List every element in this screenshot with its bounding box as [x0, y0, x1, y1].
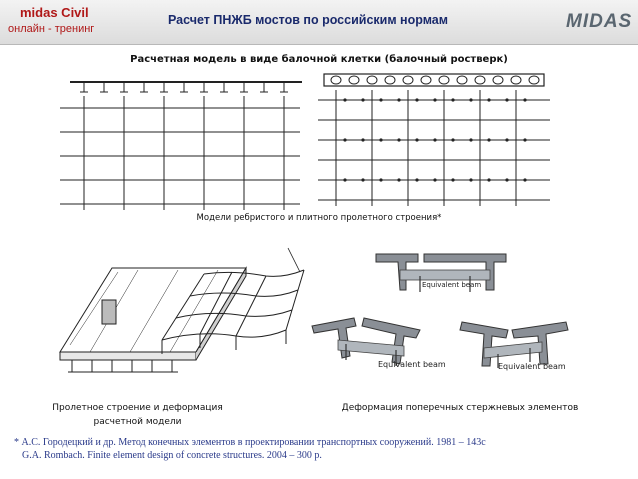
- caption-span-models: Модели ребристого и плитного пролетного строения*: [196, 213, 442, 223]
- equivalent-beam-sections: [312, 254, 568, 368]
- section-subtitle: Расчетная модель в виде балочной клетки (балочный ростверк): [130, 54, 508, 65]
- reference-1: * А.С. Городецкий и др. Метод конечных элементов в проектировании транспортных сооружений. 1981 – 143с: [14, 437, 486, 448]
- equivalent-beam-label-3: Equivalent beam: [498, 362, 566, 371]
- references: [14, 436, 486, 462]
- slide-title: Расчет ПНЖБ мостов по российским нормам: [168, 13, 448, 27]
- ribbed-grid-diagram: [60, 82, 302, 210]
- midas-logo: MIDAS: [566, 11, 633, 32]
- equivalent-beam-label-1: Equivalent beam: [422, 281, 482, 289]
- bridge-span-drawing: [60, 268, 246, 372]
- caption-span-deformation: Пролетное строение и деформация расчетной модели: [52, 403, 223, 427]
- deformed-grid-drawing: [162, 248, 304, 354]
- reference-2: G.A. Rombach. Finite element design of concrete structures. 2004 – 300 р.: [22, 450, 322, 461]
- equivalent-beam-label-2: Equivalent beam: [378, 360, 446, 369]
- caption-cross-deformation: Деформация поперечных стержневых элементов: [341, 403, 579, 413]
- brand-tagline: онлайн - тренинг: [8, 23, 95, 35]
- brand-name: midas Civil: [20, 5, 89, 20]
